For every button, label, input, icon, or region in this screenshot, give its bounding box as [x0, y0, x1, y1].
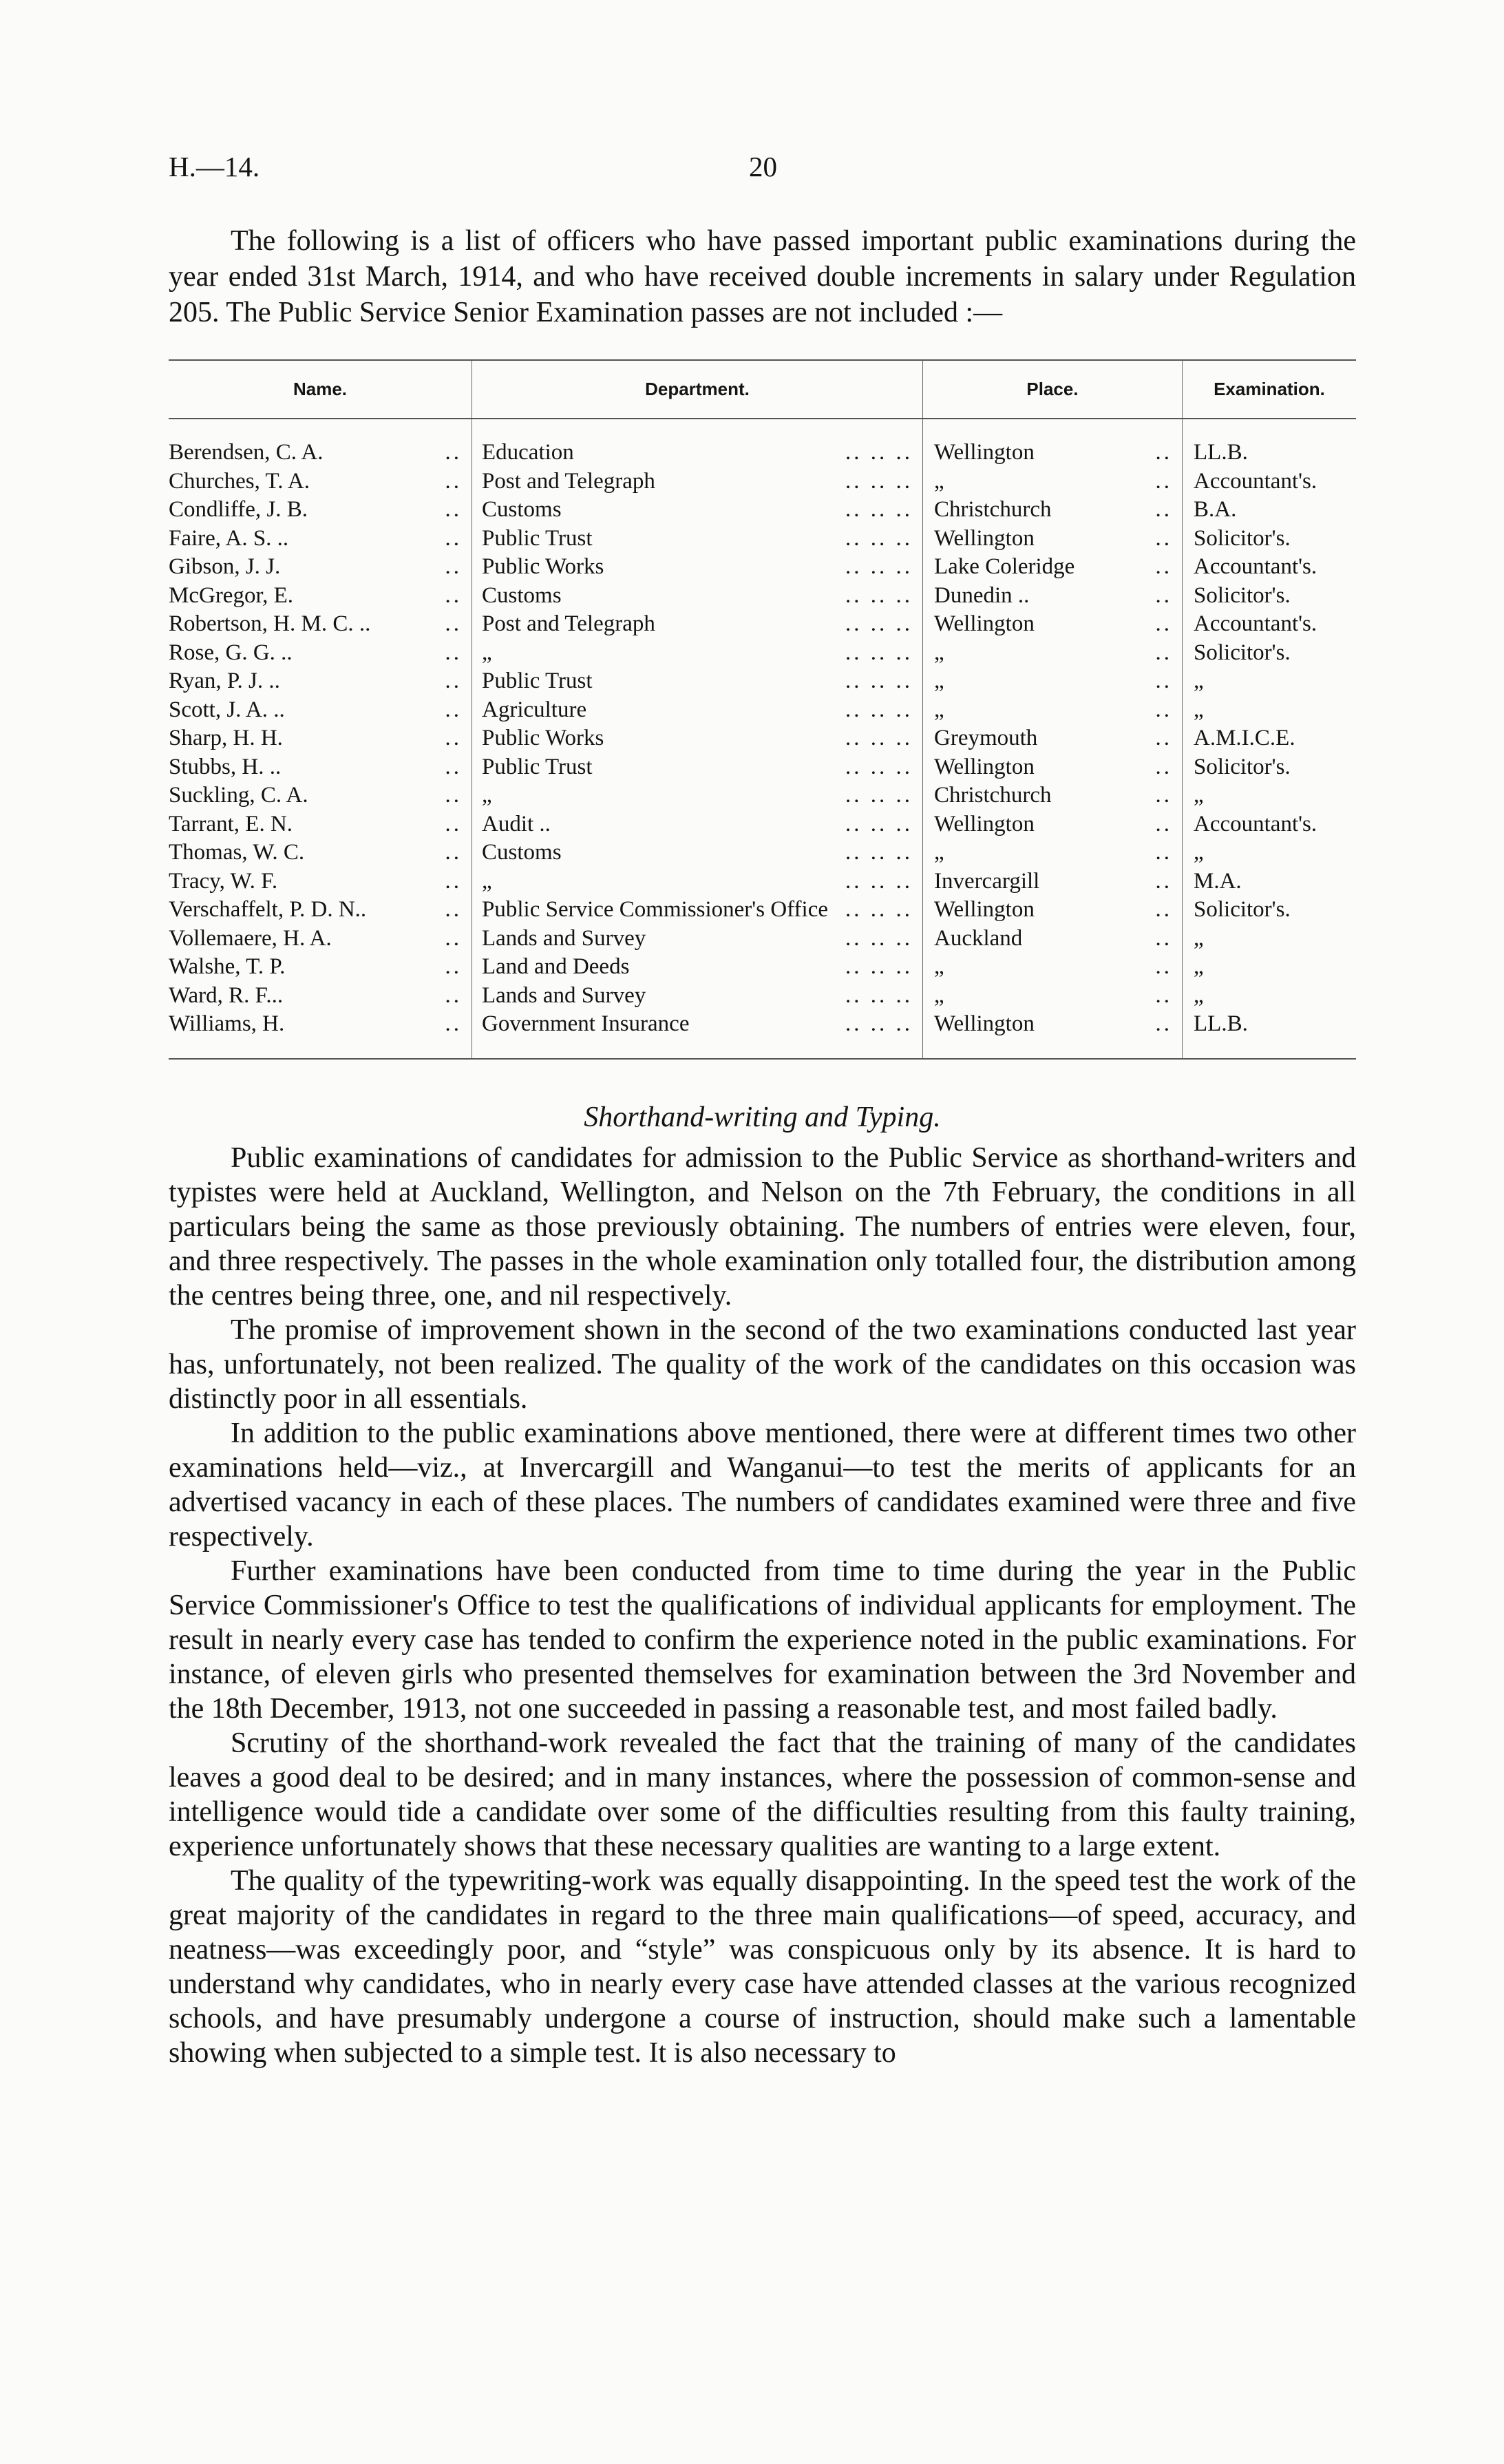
officer-examination: „: [1183, 925, 1357, 954]
document-reference: H.—14.: [169, 151, 260, 182]
officer-place: Wellington ..: [923, 610, 1183, 639]
officer-place: Christchurch ..: [923, 781, 1183, 810]
table-row: [169, 639, 1356, 668]
page-number: 20: [749, 151, 777, 182]
officer-place: Wellington ..: [923, 753, 1183, 782]
officer-examination: M.A.: [1183, 867, 1357, 896]
body-text: [169, 1141, 1356, 2070]
officer-place: Auckland ..: [923, 925, 1183, 954]
officer-department: Public Trust .. .. ..: [472, 525, 923, 554]
officer-place: „ ..: [923, 696, 1183, 725]
officer-examination: LL.B.: [1183, 419, 1357, 467]
officer-department: Audit .. .. .. ..: [472, 810, 923, 839]
officer-name: Walshe, T. P. ..: [169, 954, 462, 979]
table-row: [169, 525, 1356, 554]
table-row: [169, 553, 1356, 582]
table-row: [169, 867, 1356, 896]
officer-name: Vollemaere, H. A. ..: [169, 925, 462, 951]
officer-place: „ ..: [923, 982, 1183, 1011]
table-row: [169, 982, 1356, 1011]
officer-department: Education .. .. ..: [472, 419, 923, 467]
officer-examination: „: [1183, 667, 1357, 696]
officer-examination: B.A.: [1183, 496, 1357, 525]
officer-name: Gibson, J. J. ..: [169, 554, 462, 579]
officer-department: „ .. .. ..: [472, 639, 923, 668]
body-paragraph: The promise of improvement shown in the second of the two examinations conducted last year has, unfortunately, not been realized. The quality of the work of the candidates on this occasion was distinctly poor in all essentials.: [169, 1314, 1356, 1415]
officer-name: Robertson, H. M. C. .. ..: [169, 611, 462, 636]
officer-department: Post and Telegraph .. .. ..: [472, 467, 923, 496]
page-header: [169, 138, 1356, 193]
officer-place: Dunedin .. ..: [923, 582, 1183, 611]
officer-department: Public Works .. .. ..: [472, 724, 923, 753]
officer-place: „ ..: [923, 467, 1183, 496]
table-row: [169, 496, 1356, 525]
table-row: [169, 610, 1356, 639]
officer-place: Invercargill ..: [923, 867, 1183, 896]
table-row: [169, 696, 1356, 725]
officer-department: Customs .. .. ..: [472, 839, 923, 867]
officer-department: Post and Telegraph .. .. ..: [472, 610, 923, 639]
table-row: [169, 925, 1356, 954]
table-row: [169, 810, 1356, 839]
officer-examination: A.M.I.C.E.: [1183, 724, 1357, 753]
officer-place: Wellington ..: [923, 525, 1183, 554]
officer-name: Verschaffelt, P. D. N.. ..: [169, 897, 462, 922]
officer-name: Condliffe, J. B. ..: [169, 497, 462, 522]
column-header-examination: Examination.: [1183, 360, 1357, 419]
officer-examination: Solicitor's.: [1183, 753, 1357, 782]
officer-name: Stubbs, H. .. ..: [169, 754, 462, 779]
officer-name: Berendsen, C. A. ..: [169, 440, 462, 465]
body-paragraph: Scrutiny of the shorthand-work revealed the fact that the training of many of the candidates leaves a good deal to be desired; and in many instances, where the possession of common-sense and intelligence would tide a candidate over some of the difficulties resulting from this faulty training, experience unfortunately shows that these necessary qualities are wanting to a large extent.: [169, 1727, 1356, 1862]
table-row: [169, 896, 1356, 925]
officer-name: Tarrant, E. N. ..: [169, 811, 462, 836]
officer-examination: Accountant's.: [1183, 810, 1357, 839]
officer-place: „ ..: [923, 953, 1183, 982]
officer-department: Agriculture .. .. ..: [472, 696, 923, 725]
officer-department: Public Service Commissioner's Office .. .. ..: [472, 896, 923, 925]
officer-place: Wellington ..: [923, 810, 1183, 839]
body-paragraph: Public examinations of candidates for admission to the Public Service as shorthand-writers and typistes were held at Auckland, Wellington, and Nelson on the 7th February, the conditions in all particulars being the same as those previously obtaining. The numbers of entries were eleven, four, and three respectively. The passes in the whole examination only totalled four, the distribution among the centres being three, one, and nil respectively.: [169, 1141, 1356, 1312]
officer-name: Sharp, H. H. ..: [169, 726, 462, 750]
intro-paragraph: The following is a list of officers who have passed important public examinations during the year ended 31st March, 1914, and who have received double increments in salary under Regulation 205. The Public Service Senior Examination passes are not included :—: [169, 225, 1356, 328]
officer-department: Public Works .. .. ..: [472, 553, 923, 582]
officer-department: Public Trust .. .. ..: [472, 753, 923, 782]
officer-examination: Accountant's.: [1183, 467, 1357, 496]
officer-place: Wellington ..: [923, 896, 1183, 925]
officer-examination: LL.B.: [1183, 1010, 1357, 1059]
officer-place: „ ..: [923, 639, 1183, 668]
officer-name: Suckling, C. A. ..: [169, 783, 462, 808]
table-row: [169, 839, 1356, 867]
officer-place: Christchurch ..: [923, 496, 1183, 525]
table-body: [169, 419, 1356, 1059]
officer-examination: „: [1183, 953, 1357, 982]
table-row: [169, 781, 1356, 810]
table-row: [169, 753, 1356, 782]
officer-department: Public Trust .. .. ..: [472, 667, 923, 696]
officer-name: Ward, R. F... ..: [169, 982, 462, 1008]
officer-examination: Accountant's.: [1183, 553, 1357, 582]
officer-name: Rose, G. G. .. ..: [169, 640, 462, 665]
officer-department: Customs .. .. ..: [472, 582, 923, 611]
officer-place: Lake Coleridge ..: [923, 553, 1183, 582]
officer-place: Wellington ..: [923, 1010, 1183, 1059]
officer-examination: Solicitor's.: [1183, 582, 1357, 611]
body-paragraph: Further examinations have been conducted from time to time during the year in the Public Service Commissioner's Office to test the qualifications of individual applicants for employment. The result in nearly every case has tended to confirm the experience noted in the public examinations. For instance, of eleven girls who presented themselves for examination between the 3rd November and the 18th December, 1913, not one succeeded in passing a reasonable test, and most failed badly.: [169, 1555, 1356, 1725]
column-header-place: Place.: [923, 360, 1183, 419]
officer-name: Williams, H. ..: [169, 1010, 472, 1059]
table-row: [169, 582, 1356, 611]
officer-department: „ .. .. ..: [472, 781, 923, 810]
officer-examination: „: [1183, 781, 1357, 810]
officer-place: „ ..: [923, 839, 1183, 867]
officer-department: Land and Deeds .. .. ..: [472, 953, 923, 982]
officer-department: Customs .. .. ..: [472, 496, 923, 525]
officer-name: Tracy, W. F. ..: [169, 868, 462, 894]
officer-department: Lands and Survey .. .. ..: [472, 982, 923, 1011]
column-header-name: Name.: [169, 360, 472, 419]
officer-department: „ .. .. ..: [472, 867, 923, 896]
officer-examination: „: [1183, 982, 1357, 1011]
officer-name: Thomas, W. C. ..: [169, 840, 462, 865]
officer-department: Lands and Survey .. .. ..: [472, 925, 923, 954]
officer-examination: Solicitor's.: [1183, 639, 1357, 668]
body-paragraph: The quality of the typewriting-work was equally disappointing. In the speed test the work of the great majority of the candidates in regard to the three main qualifications—of speed, accuracy, and neatness—was exceedingly poor, and “style” was conspicuous only by its absence. It is hard to understand why candidates, who in nearly every case have attended classes at the various recognized schools, and have presumably undergone a course of instruction, should make such a lamentable showing when subjected to a simple test. It is also necessary to: [169, 1864, 1356, 2069]
officer-place: Wellington ..: [923, 419, 1183, 467]
officer-examination: Solicitor's.: [1183, 896, 1357, 925]
officer-place: Greymouth ..: [923, 724, 1183, 753]
body-paragraph: In addition to the public examinations above mentioned, there were at different times two other examinations held—viz., at Invercargill and Wanganui—to test the merits of applicants for an advertised vacancy in each of these places. The numbers of candidates examined were three and five respectively.: [169, 1417, 1356, 1552]
section-title: Shorthand-writing and Typing.: [584, 1101, 941, 1133]
officer-place: „ ..: [923, 667, 1183, 696]
officer-department: Government Insurance .. .. ..: [472, 1010, 923, 1059]
table-header-row: [169, 360, 1356, 419]
table-row: [169, 667, 1356, 696]
table-row: [169, 1010, 1356, 1059]
table-row: [169, 419, 1356, 467]
table-row: [169, 724, 1356, 753]
officer-examination: „: [1183, 839, 1357, 867]
officer-examination: „: [1183, 696, 1357, 725]
officer-name: Faire, A. S. .. ..: [169, 525, 462, 551]
table-row: [169, 467, 1356, 496]
table-row: [169, 953, 1356, 982]
officer-name: Churches, T. A. ..: [169, 468, 462, 494]
officer-name: Ryan, P. J. .. ..: [169, 668, 462, 693]
officer-name: Scott, J. A. .. ..: [169, 697, 462, 722]
officers-table: [169, 359, 1356, 1060]
officer-name: McGregor, E. ..: [169, 582, 462, 608]
column-header-department: Department.: [472, 360, 923, 419]
officer-examination: Solicitor's.: [1183, 525, 1357, 554]
document-page: [169, 138, 1356, 2070]
officer-examination: Accountant's.: [1183, 610, 1357, 639]
